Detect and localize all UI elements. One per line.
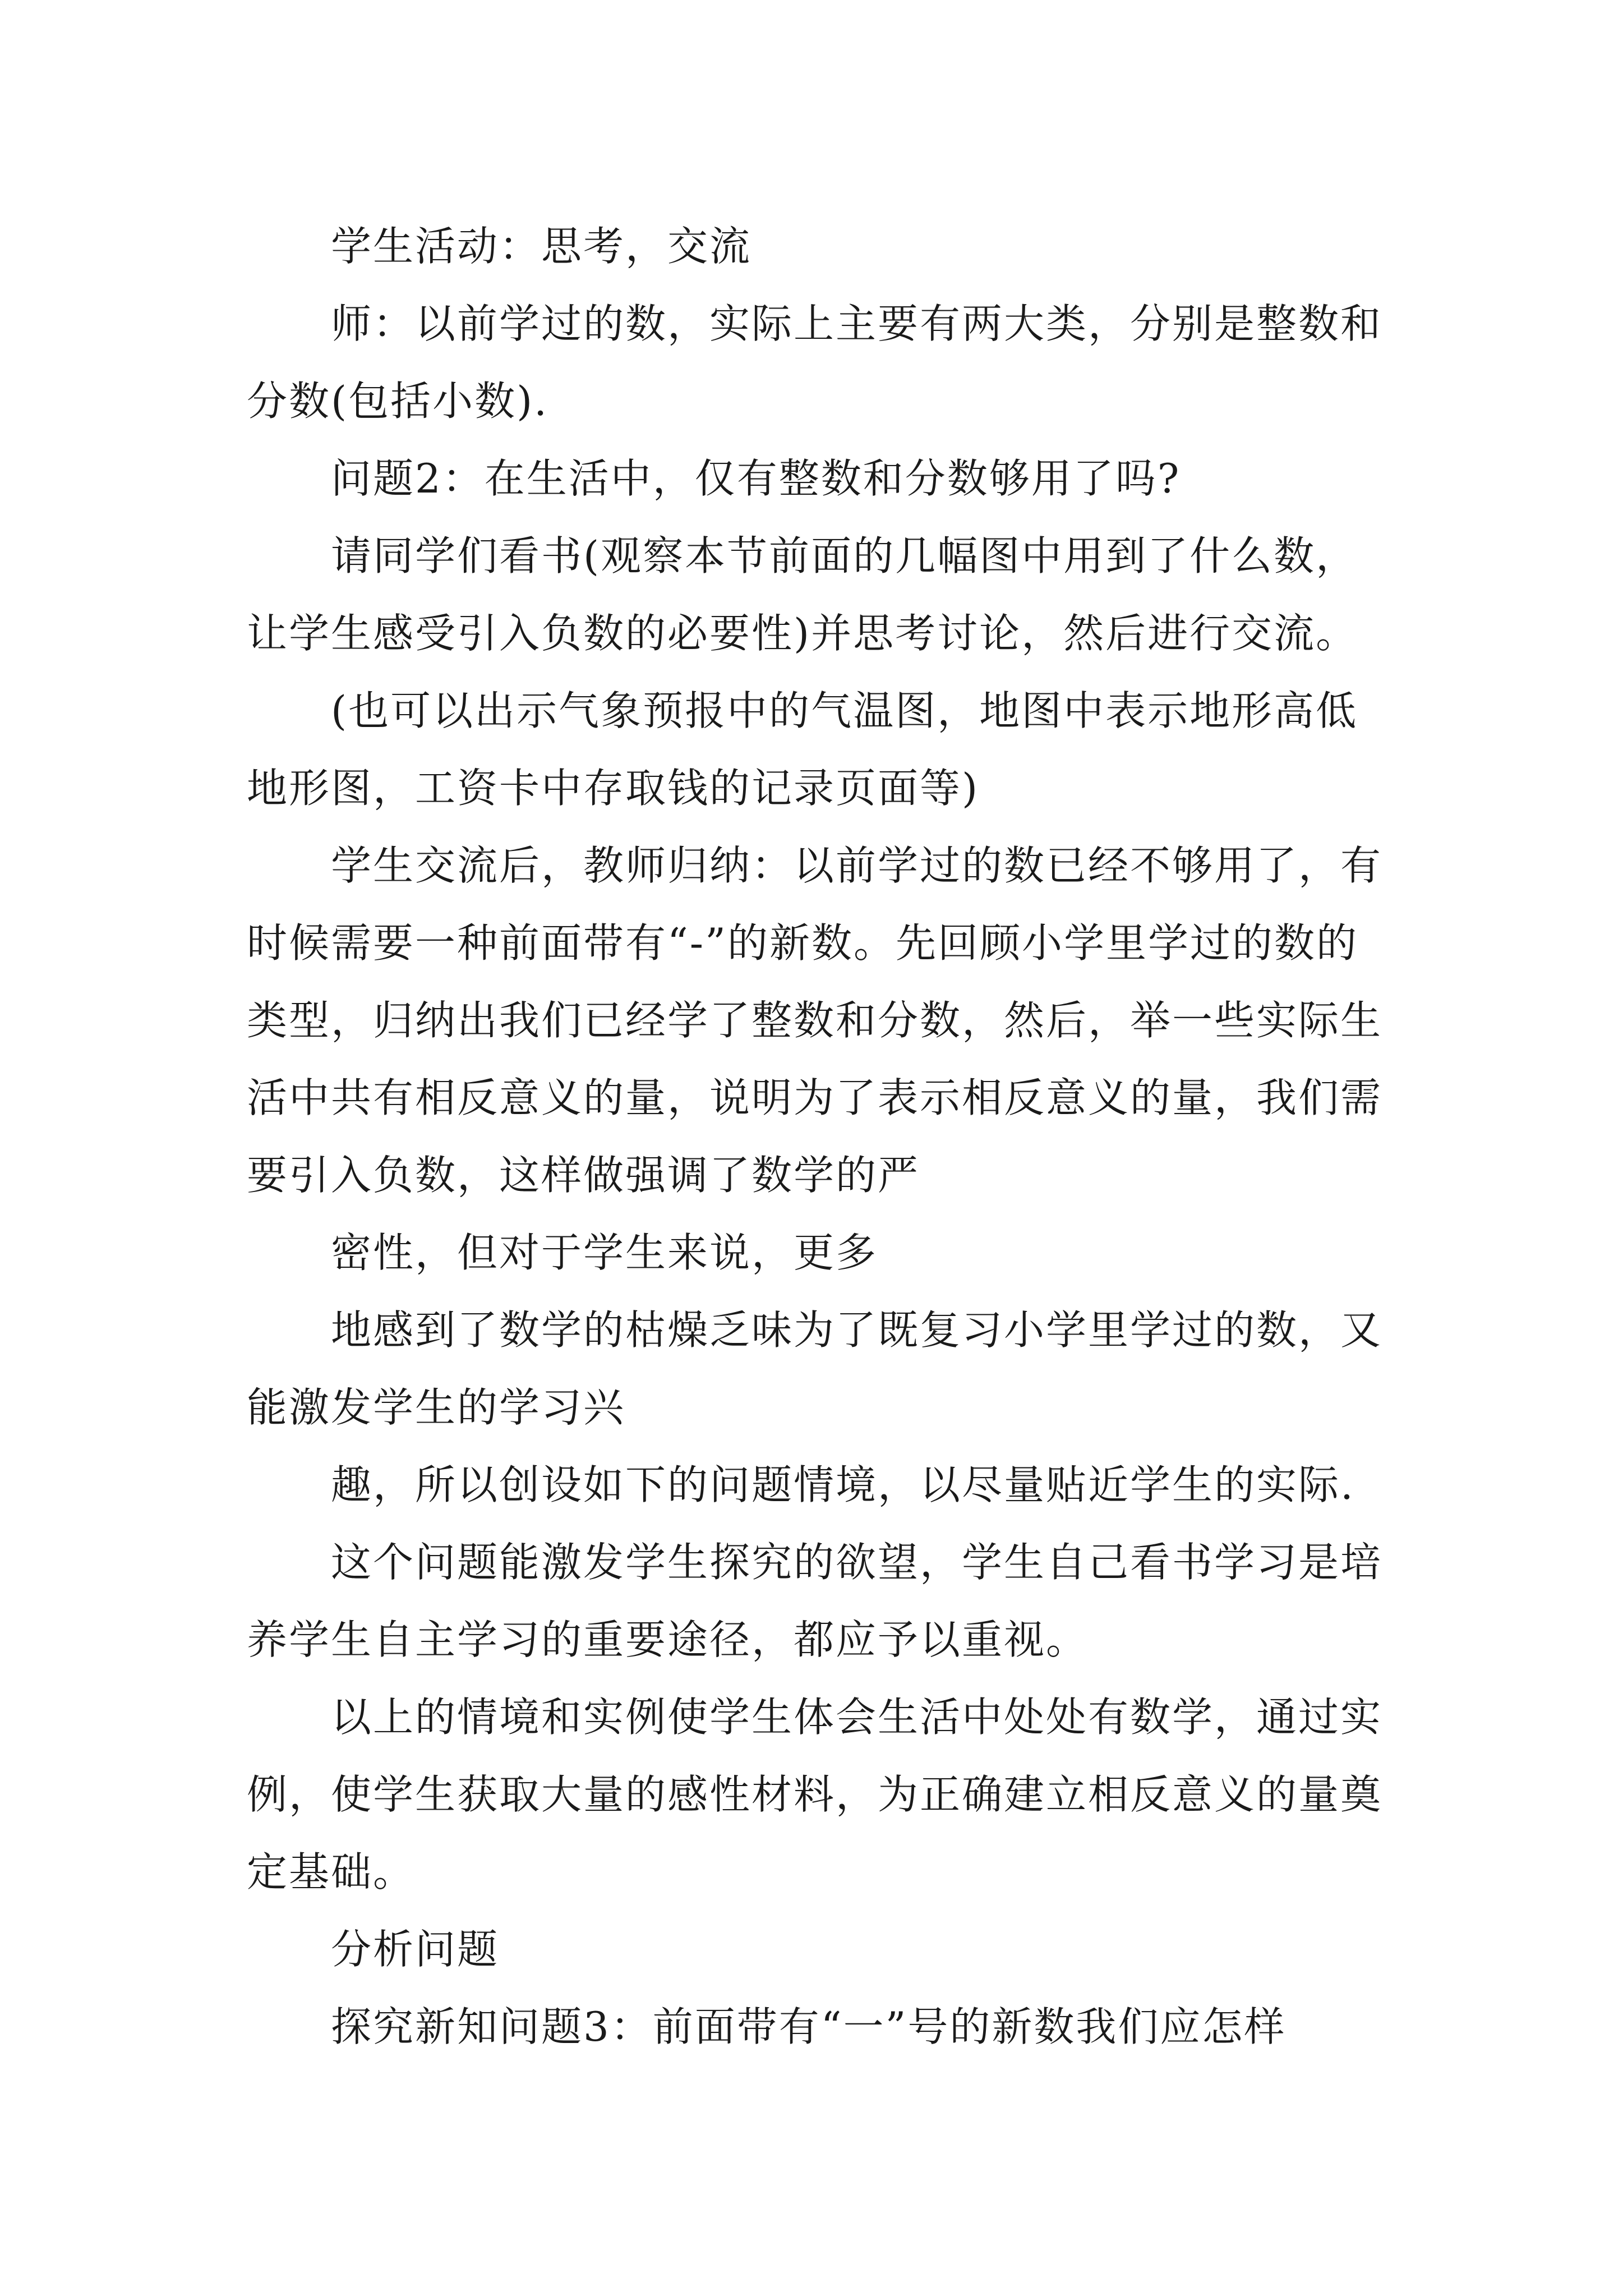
paragraph-teacher-numbers: 师：以前学过的数，实际上主要有两大类，分别是整数和分数(包括小数). — [247, 300, 1383, 425]
paragraph-read-book: 请同学们看书(观察本节前面的几幅图中用到了什么数，让学生感受引入负数的必要性)并思考讨论，然后进行交流。 — [247, 532, 1358, 657]
paragraph-interest: 趣，所以创设如下的问题情境，以尽量贴近学生的实际. — [331, 1461, 1355, 1508]
paragraph-question-3: 探究新知问题3：前面带有“一”号的新数我们应怎样 — [331, 2003, 1287, 2050]
paragraph-question-2: 问题2：在生活中，仅有整数和分数够用了吗? — [331, 455, 1181, 502]
paragraph-teacher-summary: 学生交流后，教师归纳：以前学过的数已经不够用了，有时候需要一种前面带有“-”的新数。先回顾小学里学过的数的类型，归纳出我们已经学了整数和分数，然后，举一些实际生活中共有相反意义的量，说明为了表示相反意义的量，我们需要引入负数，这样做强调了数学的严 — [247, 842, 1383, 1199]
paragraph-examples: (也可以出示气象预报中的气温图，地图中表示地形高低地形图，工资卡中存取钱的记录页面等) — [247, 687, 1358, 812]
paragraph-context: 以上的情境和实例使学生体会生活中处处有数学，通过实例，使学生获取大量的感性材料，为正确建立相反意义的量奠定基础。 — [247, 1694, 1383, 1895]
paragraph-boring: 地感到了数学的枯燥乏味为了既复习小学里学过的数，又能激发学生的学习兴 — [247, 1306, 1383, 1431]
paragraph-analysis-heading: 分析问题 — [331, 1926, 500, 1973]
paragraph-student-activity: 学生活动：思考，交流 — [331, 223, 752, 270]
paragraph-explore: 这个问题能激发学生探究的欲望，学生自己看书学习是培养学生自主学习的重要途径，都应予以重视。 — [247, 1539, 1383, 1663]
paragraph-rigor: 密性，但对于学生来说，更多 — [331, 1229, 878, 1276]
document-body — [247, 208, 1391, 2065]
